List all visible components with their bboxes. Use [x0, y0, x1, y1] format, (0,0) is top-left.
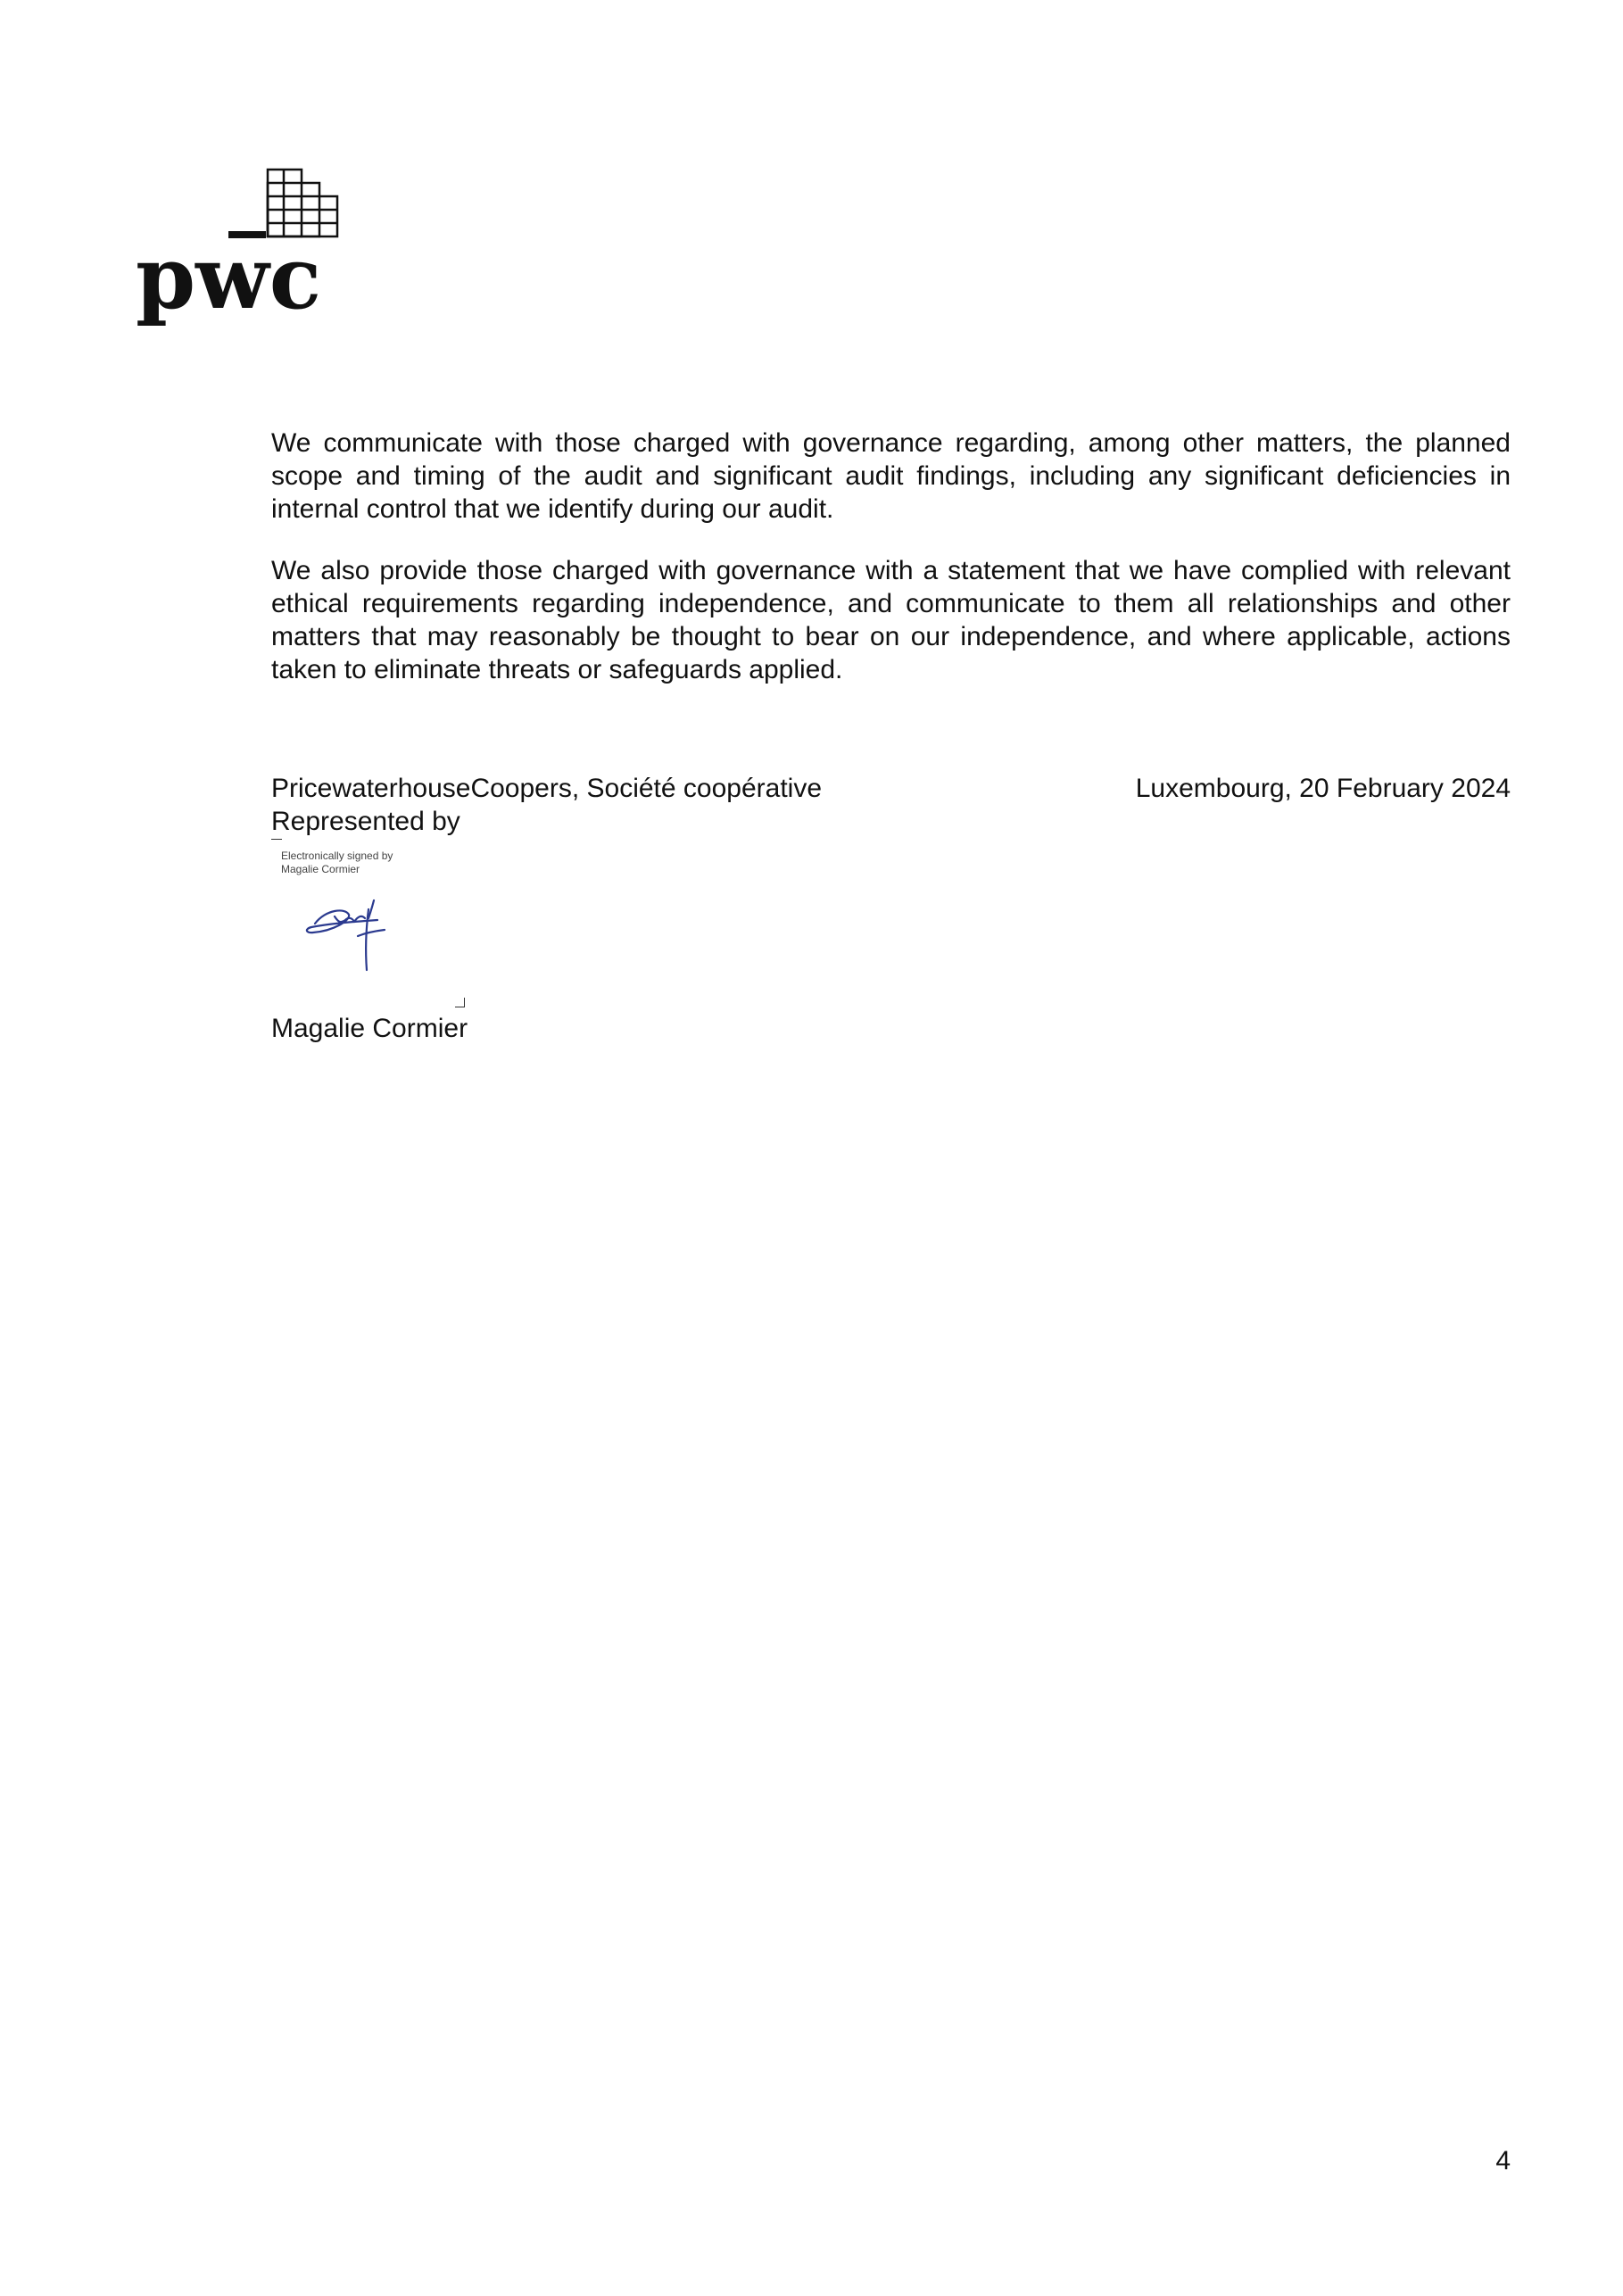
esign-caption-line-1: Electronically signed by: [281, 850, 393, 862]
electronic-signature-caption: [281, 850, 393, 876]
signature-frame-corner-bottom: [455, 998, 465, 1007]
signatory-name: Magalie Cormier: [271, 1014, 468, 1043]
esign-caption-line-2: Magalie Cormier: [281, 863, 360, 875]
logo-wordmark: pwc: [136, 228, 322, 328]
represented-by-label: Represented by: [271, 807, 460, 836]
place-and-date: Luxembourg, 20 February 2024: [1135, 774, 1511, 803]
handwritten-signature: [299, 897, 410, 986]
pwc-building-blocks-icon: [268, 170, 337, 236]
pwc-logo: [134, 165, 357, 335]
paragraph-governance-communication: We communicate with those charged with governance regarding, among other matters, the planned scope and timing of the audit and significant audit findings, including any significant deficiencies in internal control that we identify during our audit.: [271, 428, 1511, 524]
firm-name: PricewaterhouseCoopers, Société coopérative: [271, 774, 823, 803]
page-number: 4: [1495, 2146, 1511, 2176]
paragraph-independence-statement: We also provide those charged with governance with a statement that we have complied with relevant ethical requirements regarding independence, and communicate to them all relationships and other matters that may reasonably be thought to bear on our independence, and where applicable, actions taken to eliminate threats or safeguards applied.: [271, 556, 1511, 684]
